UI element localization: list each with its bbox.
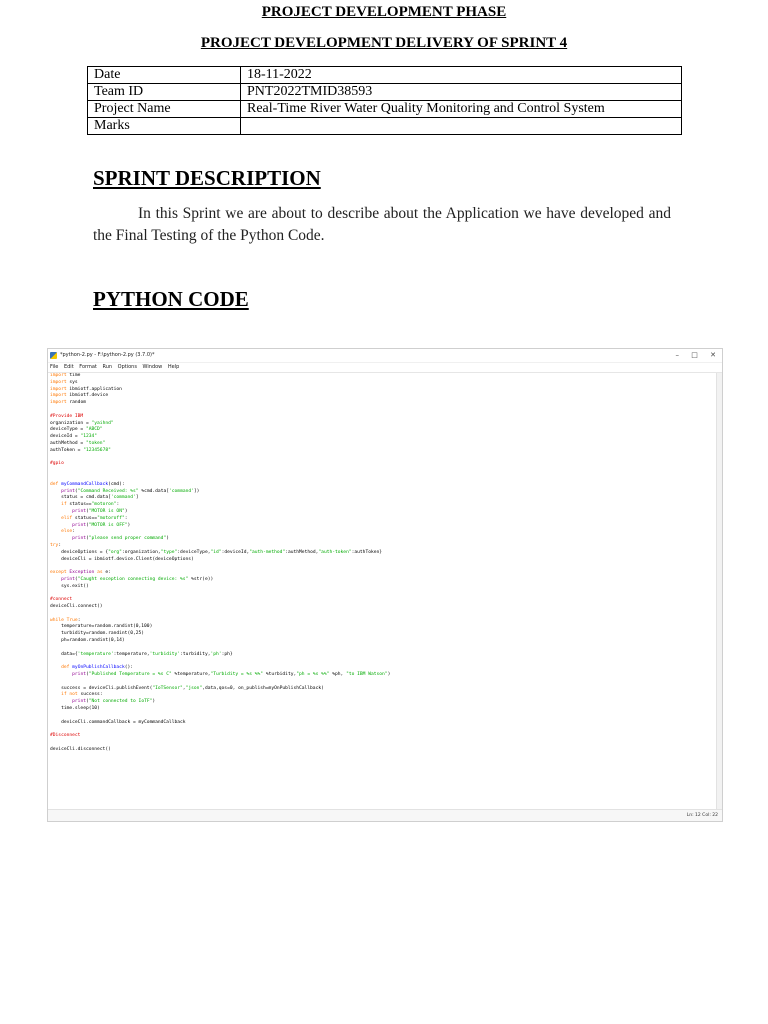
code-line: import ibmiotf.device (50, 393, 109, 399)
code-line: deviceType = "ABCD" (50, 427, 103, 433)
sprint-description-title: SPRINT DESCRIPTION (93, 166, 321, 190)
code-line: data={'temperature':temperature,'turbidity':turbidity,'ph':ph} (50, 651, 233, 657)
sprint-description-text: In this Sprint we are about to describe about the Application we have developed and the Final Testing of the Python Code. (93, 205, 671, 244)
code-line: sys.exit() (50, 583, 89, 589)
code-line: temperature=random.randint(0,100) (50, 624, 153, 630)
code-line: elif status=="motoroff": (61, 515, 128, 521)
minimize-icon: – (675, 351, 680, 359)
code-line (50, 611, 716, 618)
marks-value (241, 118, 682, 135)
editor-menubar (48, 363, 722, 373)
code-area (50, 373, 716, 809)
menu-format: Format (79, 364, 97, 370)
code-line: if status=="motoron": (61, 502, 120, 508)
code-line: deviceCli.disconnect() (50, 746, 111, 752)
code-line: def myOnPublishCallback(): (61, 665, 134, 671)
project-name-value: Real-Time River Water Quality Monitoring and Control System (241, 101, 682, 118)
code-line (50, 658, 716, 665)
code-line: except Exception as e: (50, 570, 111, 576)
date-value: 18-11-2022 (241, 67, 682, 84)
code-line: deviceOptions = {"org":organization,"type":deviceType,"id":deviceId,"auth-method":authMethod,"auth-token":authToken} (50, 549, 383, 555)
editor-title: *python-2.py - F:\python-2.py (3.7.0)* (60, 352, 155, 358)
code-line: print("Caught exception connecting device: %s" %str(e)) (61, 576, 214, 582)
code-line: organization = "yaihnd" (50, 420, 114, 426)
code-line: print("Published Temperature = %s C" %temperature,"Turbidity = %s %%" %turbidity,"ph = %s %%" %ph, "to IBM Watson") (72, 672, 391, 678)
code-line (50, 468, 716, 475)
code-line: import sys (50, 379, 78, 385)
code-line (50, 679, 716, 686)
marks-label: Marks (88, 118, 241, 135)
code-line: print("please send proper command") (72, 536, 169, 542)
sprint-delivery-heading: PROJECT DEVELOPMENT DELIVERY OF SPRINT 4 (200, 35, 568, 51)
code-line (50, 563, 716, 570)
code-line: time.sleep(10) (50, 706, 100, 712)
project-name-label: Project Name (88, 101, 241, 118)
code-line: deviceCli.connect() (50, 604, 103, 610)
code-line: #Provide IBM (50, 413, 84, 419)
code-line: import time (50, 373, 81, 378)
code-line: authToken = "12345678" (50, 447, 111, 453)
maximize-icon: □ (691, 351, 698, 359)
table-row (88, 67, 682, 84)
code-line: turbidity=random.randint(0,25) (50, 631, 145, 637)
code-line (50, 407, 716, 414)
code-line: import random (50, 400, 86, 406)
menu-window: Window (142, 364, 163, 370)
code-line: print("Not connected to IoTF") (72, 699, 156, 705)
code-line (50, 455, 716, 462)
code-line: #gpio (50, 461, 64, 467)
code-line (50, 740, 716, 747)
editor-titlebar (48, 349, 722, 363)
phase-heading: PROJECT DEVELOPMENT PHASE (261, 4, 507, 20)
editor-status-bar: Ln: 12 Col: 22 (48, 809, 722, 821)
code-line (50, 726, 716, 733)
code-line: deviceCli.commandCallback = myCommandCallback (50, 719, 186, 725)
code-line: else: (61, 529, 75, 535)
menu-options: Options (117, 364, 137, 370)
close-icon: ✕ (710, 351, 716, 359)
team-id-label: Team ID (88, 84, 241, 101)
code-line (50, 591, 716, 598)
python-logo-icon (50, 352, 57, 359)
code-line: print("MOTOR is ON") (72, 508, 128, 514)
code-editor-screenshot (47, 348, 723, 822)
table-row (88, 118, 682, 135)
code-line: authMethod = "token" (50, 440, 106, 446)
code-line: deviceId = "1234" (50, 434, 98, 440)
menu-run: Run (102, 364, 113, 370)
code-line: while True: (50, 617, 81, 623)
table-row (88, 84, 682, 101)
menu-file: File (50, 364, 59, 370)
menu-edit: Edit (63, 364, 74, 370)
code-line: deviceCli = ibmiotf.device.Client(deviceOptions) (50, 556, 194, 562)
code-line: ph=random.randint(0,14) (50, 638, 125, 644)
code-line: if not success: (61, 692, 103, 698)
code-line: print("Command Received: %s" %cmd.data['command']) (61, 488, 200, 494)
project-info-table (87, 66, 682, 135)
python-code-title: PYTHON CODE (93, 287, 249, 311)
code-line: try: (50, 542, 62, 548)
code-line: #Disconnect (50, 733, 81, 739)
editor-scrollbar (716, 373, 722, 809)
code-line: import ibmiotf.application (50, 386, 122, 392)
code-line: def myCommandCallback(cmd): (50, 481, 125, 487)
code-line (50, 645, 716, 652)
code-line: print("MOTOR is OFF") (72, 522, 131, 528)
code-line (50, 475, 716, 482)
date-label: Date (88, 67, 241, 84)
code-line: #connect (50, 597, 73, 603)
menu-help: Help (167, 364, 180, 370)
table-row (88, 101, 682, 118)
code-line (50, 713, 716, 720)
team-id-value: PNT2022TMID38593 (241, 84, 682, 101)
code-line: success = deviceCli.publishEvent("IoTSensor","json",data,qos=0, on_publish=myOnPublishCallback) (50, 685, 324, 691)
code-line: status = cmd.data['command'] (50, 495, 139, 501)
window-controls (666, 349, 716, 362)
